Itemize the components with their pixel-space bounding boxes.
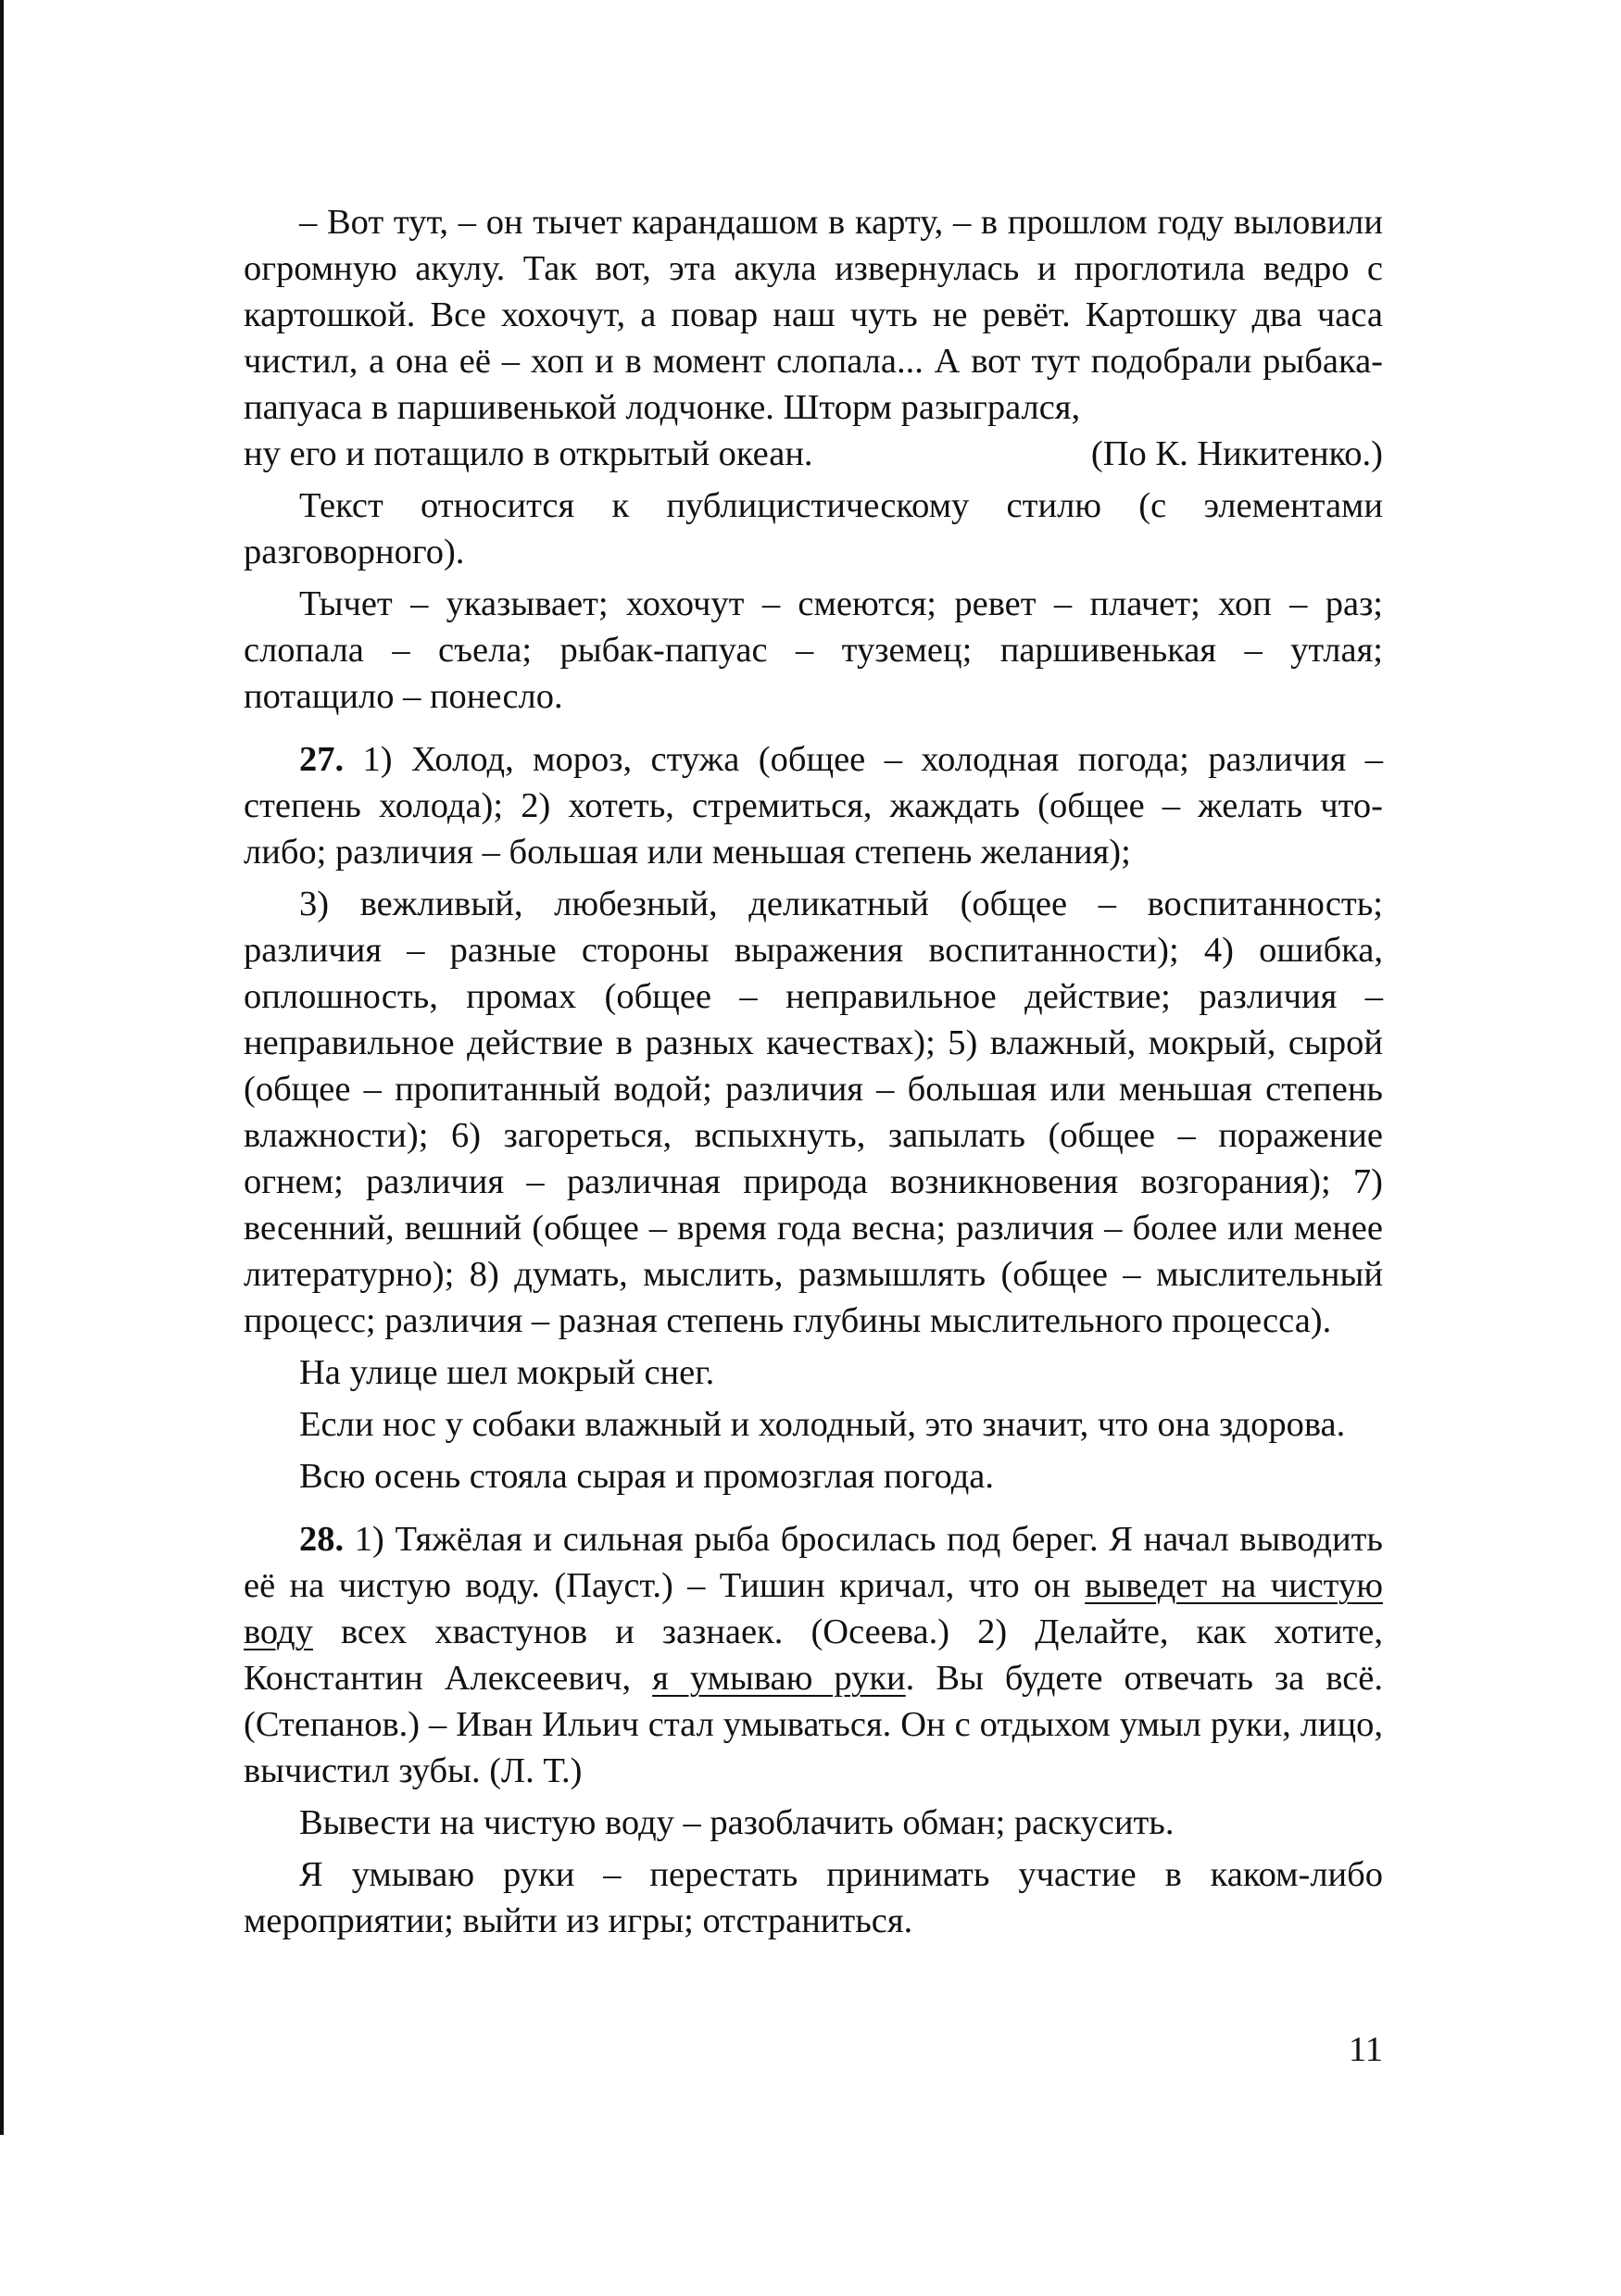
passage-last-line	[244, 431, 1383, 477]
task-27-continuation: 3) вежливый, любезный, деликатный (общее – воспитанность; различия – разные стороны выражения воспитанности); 4) ошибка, оплошность, промах (общее – неправильное действие; различия – неправильное действие в разных качествах); 5) влажный, мокрый, сырой (общее – пропитанный водой; различия – большая или меньшая степень влажности); 6) загореться, вспыхнуть, запылать (общее – поражение огнем; различия – различная природа возникновения возгорания); 7) весенний, вешний (общее – время года весна; различия – более или менее литературно); 8) думать, мыслить, размышлять (общее – мыслительный процесс; различия – разная степень глубины мыслительного процесса).	[244, 885, 1383, 1340]
task-28-text-b: всех хвастунов и зазнаек. (Осеева.) 2) Делайте, как хотите, Константин Алексеевич,	[244, 1612, 1383, 1698]
passage-last-text: ну его и потащило в открытый океан.	[244, 434, 813, 473]
task-27-text: 1) Холод, мороз, стужа (общее – холодная погода; различия – степень холода); 2) хотеть, стремиться, жаждать (общее – желать что-либо; различия – большая или меньшая степень желания);	[244, 740, 1383, 872]
synonym-list: Тычет – указывает; хохочут – смеются; ревет – плачет; хоп – раз; слопала – съела; рыбак-папуас – туземец; паршивенькая – утлая; потащило – понесло.	[244, 584, 1383, 716]
task-28-text-a: 1) Тяжёлая и сильная рыба бросилась под берег. Я начал выводить её на чистую воду. (Пауст.) – Тишин кричал, что он	[244, 1520, 1383, 1605]
passage-paragraph	[244, 199, 1383, 477]
task-28-number: 28.	[299, 1520, 345, 1559]
task-27-paragraph	[244, 736, 1383, 875]
page-text	[244, 199, 1383, 1944]
idiom-definition-2: Я умываю руки – перестать принимать участие в каком-либо мероприятии; выйти из игры; отстраниться.	[244, 1855, 1383, 1940]
underlined-idiom-1: выведет на чистую воду	[244, 1566, 1383, 1651]
task-27-example-1: На улице шел мокрый снег.	[299, 1353, 715, 1392]
idiom-definition-1: Вывести на чистую воду – разоблачить обман; раскусить.	[299, 1803, 1175, 1842]
style-note: Текст относится к публицистическому стилю (с элементами разговорного).	[244, 486, 1383, 571]
task-27-number: 27.	[299, 740, 345, 779]
passage-source: (По К. Никитенко.)	[1090, 434, 1383, 473]
task-28-paragraph	[244, 1516, 1383, 1794]
task-27-example-2: Если нос у собаки влажный и холодный, это значит, что она здорова.	[299, 1405, 1346, 1444]
passage-text: – Вот тут, – он тычет карандашом в карту, – в прошлом году выловили огромную акулу. Так вот, эта акула извернулась и проглотила ведро с картошкой. Все хохочут, а повар наш чуть не ревёт. Картошку два часа чистил, а она её – хоп и в момент слопала... А вот тут подобрали рыбака-папуаса в паршивенькой лодчонке. Шторм разыгрался,	[244, 203, 1383, 427]
task-28-text-c: . Вы будете отвечать за всё. (Степанов.) – Иван Ильич стал умываться. Он с отдыхом умыл руки, лицо, вычистил зубы. (Л. Т.)	[244, 1659, 1384, 1790]
page-edge-rule	[0, 0, 4, 2135]
task-27-example-3: Всю осень стояла сырая и промозглая погода.	[299, 1457, 994, 1496]
underlined-idiom-2: я умываю руки	[652, 1659, 906, 1698]
page-number: 11	[1348, 2030, 1383, 2069]
